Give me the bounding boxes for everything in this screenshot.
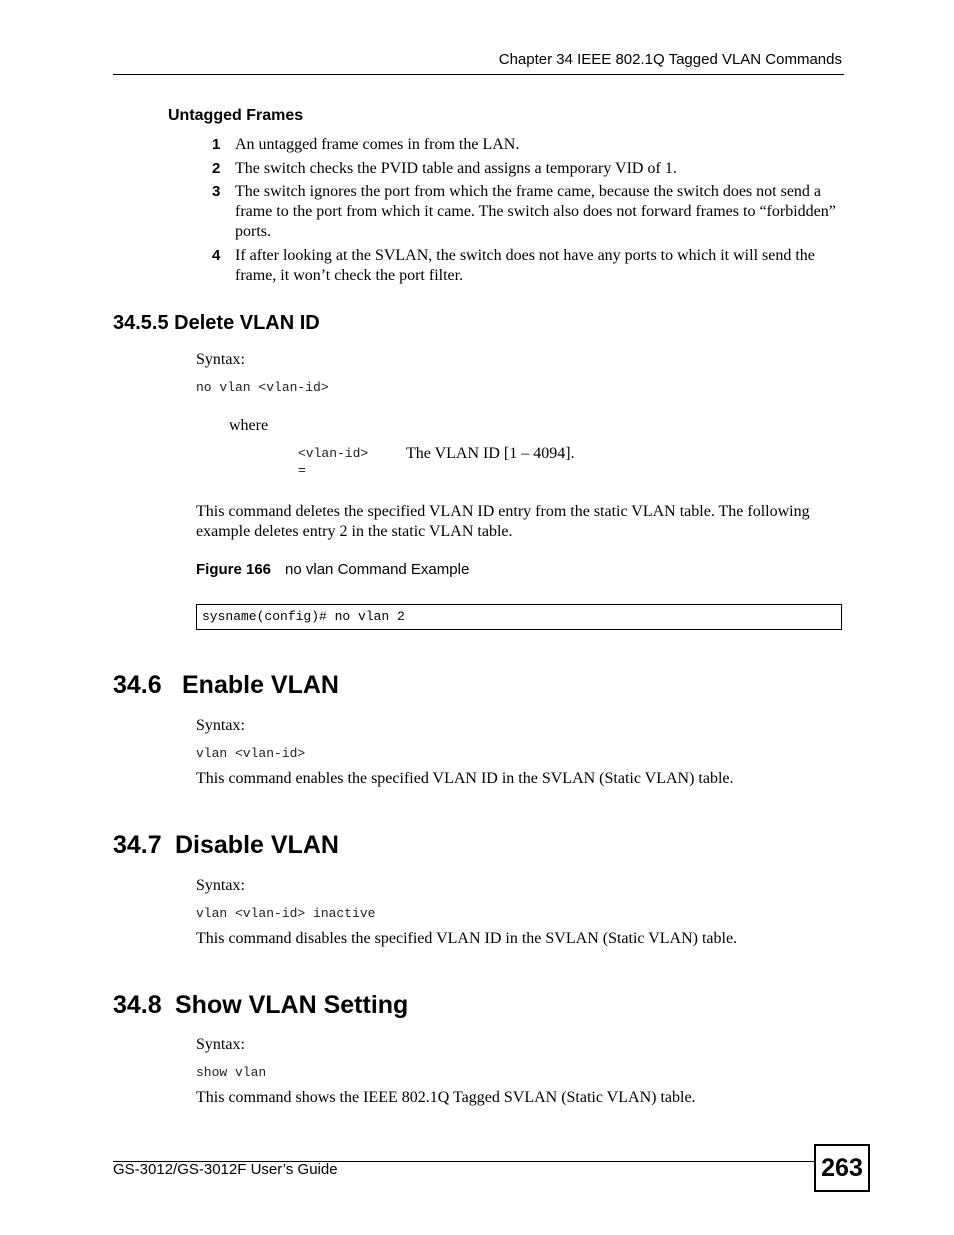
section-number: 34.6 [113, 671, 162, 699]
figure-caption [196, 561, 469, 578]
show-vlan-description: This command shows the IEEE 802.1Q Tagged SVLAN (Static VLAN) table. [196, 1089, 696, 1106]
step-text: The switch ignores the port from which the frame came, because the switch does not send a frame to the port from which it came. The switch also does not forward frames to “forbidden” ports. [235, 183, 836, 240]
syntax-label: Syntax: [196, 351, 245, 368]
footer-guide-title: GS-3012/GS-3012F User’s Guide [113, 1161, 338, 1178]
step-number: 1 [212, 136, 221, 153]
section-number: 34.7 [113, 831, 162, 859]
step-number: 3 [212, 183, 221, 200]
page-number-box [814, 1144, 870, 1192]
section-heading-delete-vlan: 34.5.5 Delete VLAN ID [113, 312, 320, 334]
section-title: Disable VLAN [175, 831, 339, 859]
section-title: Show VLAN Setting [175, 991, 409, 1019]
where-label: where [229, 417, 269, 434]
disable-vlan-description: This command disables the specified VLAN ID in the SVLAN (Static VLAN) table. [196, 930, 738, 947]
section-heading-disable-vlan [113, 831, 339, 860]
example-code-box [196, 604, 842, 630]
step-text: The switch checks the PVID table and assigns a temporary VID of 1. [235, 160, 677, 177]
syntax-label: Syntax: [196, 1036, 245, 1053]
syntax-label: Syntax: [196, 717, 245, 734]
param-equals: = [298, 463, 306, 478]
syntax-code: show vlan [196, 1065, 267, 1080]
section-heading-show-vlan [113, 991, 408, 1020]
chapter-header: Chapter 34 IEEE 802.1Q Tagged VLAN Commands [498, 51, 842, 68]
param-description: The VLAN ID [1 – 4094]. [406, 445, 575, 462]
section-title: Enable VLAN [182, 671, 339, 699]
syntax-label: Syntax: [196, 877, 245, 894]
step-text: If after looking at the SVLAN, the switch does not have any ports to which it will send the frame, it won’t check the port filter. [235, 247, 815, 284]
enable-vlan-description: This command enables the specified VLAN ID in the SVLAN (Static VLAN) table. [196, 770, 734, 787]
section-heading-enable-vlan [113, 671, 339, 700]
figure-label: Figure 166 [196, 561, 272, 578]
syntax-code: vlan <vlan-id> inactive [196, 906, 376, 921]
delete-vlan-description: This command deletes the specified VLAN ID entry from the static VLAN table. The following example deletes entry 2 in the static VLAN table. [196, 503, 810, 540]
example-code: sysname(config)# no vlan 2 [202, 609, 405, 624]
section-number: 34.8 [113, 991, 162, 1019]
syntax-code: no vlan <vlan-id> [196, 380, 329, 395]
step-number: 4 [212, 247, 221, 264]
page-number: 263 [821, 1154, 863, 1182]
step-number: 2 [212, 160, 221, 177]
param-name: <vlan-id> [298, 446, 369, 461]
figure-title: no vlan Command Example [285, 561, 470, 578]
step-text: An untagged frame comes in from the LAN. [235, 136, 520, 153]
syntax-code: vlan <vlan-id> [196, 746, 306, 761]
header-divider [113, 74, 844, 75]
untagged-frames-heading: Untagged Frames [168, 107, 304, 124]
